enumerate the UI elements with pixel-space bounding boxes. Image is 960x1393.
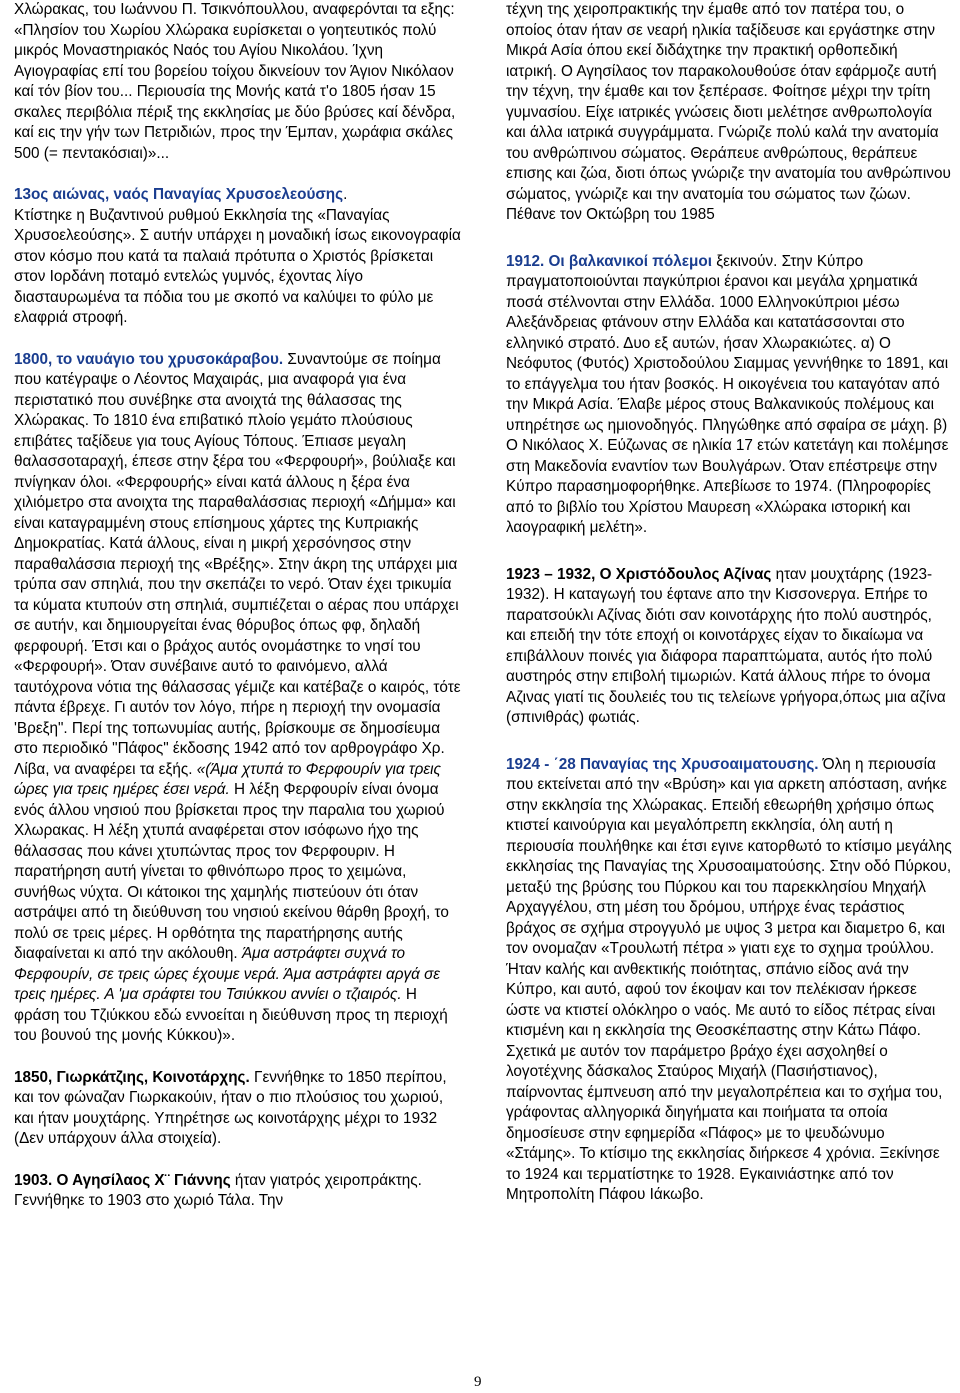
page-number: 9 bbox=[474, 1374, 482, 1390]
paragraph-1903-doctor bbox=[14, 1171, 466, 1212]
heading-1800-shipwreck: 1800, το ναυάγιο του χρυσοκάραβου. bbox=[14, 350, 284, 368]
heading-13th-century bbox=[14, 185, 466, 206]
paragraph-balkan-wars bbox=[506, 252, 952, 539]
heading-azinas: 1923 – 1932, Ο Χριστόδουλος Αζίνας bbox=[506, 565, 772, 583]
heading-13th-century-dot: . bbox=[343, 186, 348, 203]
heading-13th-century-text: 13ος αιώνας, ναός Παναγίας Χρυσοελεούσης bbox=[14, 186, 344, 203]
azinas-text: ηταν μουχτάρης (1923- 1932). Η καταγωγή του έφτανε απο την Κισσονεργα. Επήρε το παρατσούκλι Αζίνας διότι σαν κοινοτάρχης ήτο πολύ αυστηρός, και επειδή την τότε εποχή οι κοινοτάρχες είχαν το δικαίωμα να επιβάλλουν ποινές για διάφορα παραπτώματα, αυτός ήτο πολύ αυστηρός στην επιβολή τιμωριών. Κατά άλλους πήρε το όνομα Αζινας γιατί τις δουλειές του τις τελείωνε γρήγορα,όπως μια αζίνα (σπινιθράς) φωτιάς. bbox=[506, 565, 946, 726]
balkan-wars-text: ξεκινούν. Στην Κύπρο πραγματοποιούνται παγκύπριοι έρανοι και μεγάλα χρηματικά ποσά στέλνονται στην Ελλάδα. 1000 Ελληνοκύπριοι μέσω Αλεξάνδρειας φτάνουν στην Ελλάδα και κατατάσσονται στο ελληνικό στρατό. Δυο εξ αυτών, ήσαν Χλωρακιώτες. α) Ο Νεόφυτος (Φυτός) Χριστοδούλου Σιαμμας γεννήθηκε το 1891, και το επάγγελμα του ήταν βοσκός. Η οικογένεια του καταγόταν από την Μικρά Ασία. Έλαβε μέρος στους Βαλκανικούς πολέμους και υπηρέτησε ως ημιονοδηγός. Πληγώθηκε από σφαίρα σε μάχη. β) Ο Νικόλαος Χ. Εύζωνας σε ηλικία 17 ετών κατετάγη και πολέμησε στη Μακεδονία εναντίον των Βουλγάρων. Όταν επέστρεψε στην Κύπρο παρασημοφορήθηκε. Απεβίωσε το 1974. (Πληροφορίες από το βιβλίο του Χρίστου Μαυρεση «Χλώρακα ιστορική και λαογραφική μελέτη». bbox=[506, 252, 949, 536]
paragraph-azinas bbox=[506, 565, 952, 729]
doctor-text: ήταν γιατρός χειροπράκτης. Γεννήθηκε το 1903 στο χωριό Τάλα. Την bbox=[14, 1171, 422, 1209]
paragraph-shipwreck bbox=[14, 350, 466, 1047]
shipwreck-quote-2: Άμα αστράφτει συχνά το Φερφουρίν, σε τρεις ώρες έχουμε νερά. Άμα αστράφτει αργά σε τρεις ημέρες. Α 'μα σράφτει του Τσιύκκου αννίει ο τζιαιρός. bbox=[14, 945, 441, 1003]
paragraph-chiropractor-continued: τέχνη της χειροπρακτικής την έμαθε από τον πατέρα του, ο οποίος όταν ήταν σε νεαρή ηλικία ταξίδευσε και εργάστηκε στην Μικρά Ασία όπου εκεί διδάχτηκε την πρακτική ορθοπεδική ιατρική. Ο Αγησίλαος τον παρακολουθούσε όταν εφάρμοζε αυτή την τέχνη, την έμαθε και τον ξεπέρασε. Φοίτησε μέχρι την τρίτη γυμνασίου. Είχε ιατρικές γνώσεις διοτι μελέτησε ανθρωπολογία και άλλα ιατρικά συγγράμματα. Γνώριζε πολύ καλά την ανατομία του ανθρώπινου σώματος. Θεράπευε ανθρώπους, θεράπευε επισης και ζώα, διοτι όπως γνώριζε την ανατομία του ανθρώπινου σώματος, γνώριζε και την ανατομία του σώματος των ζώων. Πέθανε τον Οκτώβρη του 1985 bbox=[506, 1, 951, 223]
community-leader-text: Γεννήθηκε το 1850 περίπου, και τον φώναζαν Γιωρκακούιν, ήταν ο πιο πλούσιος του χωριού, και ήταν μουχτάρης. Υπηρέτησε ως κοινοτάρχης μέχρι το 1932 (Δεν υπάρχουν άλλα στοιχεία). bbox=[14, 1068, 447, 1147]
paragraph-chlorakas-monastery: Χλώρακας, του Ιωάννου Π. Τσικνόπουλλου, αναφερόνται τα εξης: «Πλησίον του Χωρίου Χλώρακα ευρίσκεται ο γοητευτικός πολύ μικρός Μοναστηριακός Ναός του Αγίου Νικολάου. Ίχνη Αγιογραφίας επί του βορείου τοίχου δικνείουν τον Άγιον Νικόλαον καί τόν βίον του... Περιουσία της Μονής κατά τ'ο 1805 ήσαν 15 σκαλες περιβόλια πέριξ της εκκλησίας με δύο βρύσες καί δένδρα, καί εις την γήν των Πετριδιών, προς την Έμπαν, χωράφια σκάλες 500 (= πεντακόσιαι)»... bbox=[14, 1, 456, 162]
paragraph-1850-community-leader bbox=[14, 1068, 466, 1150]
shipwreck-text-b: Η λέξη Φερφουρίν είναι όνομα ενός άλλου νησιού που βρίσκεται προς την παραλια του χωριού Χλωρακας. Η λέξη χτυπά αναφέρεται στον ισόφωνο ήχο της θάλασσας που κάνει χτυπώντας προς τον Φερφουριν. Η παρατήρηση αυτή γίνεται το φθινόπωρο προς το χειμώνα, συνήθως νύχτα. Οι κάτοικοι της χαμηλής πιστεύουν ότι όταν αστράψει από τη διεύθυνση του νησιού εκείνου θάρθη βροχή, το πολύ σε τρεις μέρες. Η ορθότητα της παρατήρησης αυτής διαφαίνεται κι από την ακόλουθη. bbox=[14, 781, 449, 962]
chrysoaimatousa-text: Όλη η περιουσία που εκτείνεται από την «Βρύση» και για αρκετη απόσταση, ανήκε στην εκκλησία της Χλώρακας. Επειδή εθεωρήθη χρήσιμο όπως κτιστεί καινούργια και μεγαλόπρεπη εκκλησία, όλη αυτή η περιουσία πουλήθηκε και έτσι εγινε κατορθωτό το κτίσιμο μεγάλης εκκλησίας της Παναγίας της Χρυσοαιματούσης. Στην οδό Πύρκου, μεταξύ της βρύσης του Πύρκου και του παρεκκλησίου Μηχαήλ Αρχαγγέλου, στη μέση του δρόμου, υπήρχε ένας τεράστιος βράχος σε σχήμα στρογγυλό με υψος 3 μετρα και διαμετρο 6, και τον ονομαζαν «Τρουλωτή πέτρα » γιατι εχε το σχημα τρούλλου. Ήταν καλής και ανθεκτικής ποιότητας, σπάνιο είδος ανά την Κύπρο, και αυτό, αφού τον έκοψαν και τον πελέκισαν ήρκεσε ώστε να κτιστεί ολόκληρο ο ναός. Με αυτό το είδος πέτρας είναι κτισμένη και η εκκλησία της Θεοσκέπαστης στην Κάτω Πάφο. Σχετικά με αυτόν τον παράμετρο βράχο έχει ασχοληθεί ο λογοτέχνης δάσκαλος Σταύρος Μιχαήλ (Πασιήστιανος), παίρνοντας έμπνευση από την μεγαλοπρέπεια και το σχήμα του, γράφοντας αλληγορικά διηγήματα και ποιήματα τα οποία δημοσίευσε στην εφημερίδα «Πάφος» με το ψευδώνυμο «Στάμης». Το κτίσιμο της εκκλησίας διήρκεσε 4 χρόνια. Ξεκίνησε το 1924 και τερματίστηκε το 1928. Εγκαινιάστηκε από τον Μητροπολίτη Πάφου Ιάκωβο. bbox=[506, 755, 952, 1203]
heading-balkan-wars: Οι βαλκανικοί πόλεμοι bbox=[548, 252, 713, 270]
paragraph-chrysoeleousa: Κτίστηκε η Βυζαντινού ρυθμού Εκκλησία της «Παναγίας Χρυσοελεούσης». Σ αυτήν υπάρχει η μοναδική ίσως εικονογραφία στον κόσμο που κατά τα παλαιά πρότυπα ο Χριστός βρίσκεται στον Ιορδάνη ποταμό εντελώς γυμνός, έχοντας λίγο διασταυρωμένα τα πόδια του με σκοπό να καλύψει το φύλο με ελαφριά στροφή. bbox=[14, 206, 461, 326]
heading-1903-doctor: 1903. Ο Αγησίλαος Χ¨ Γιάννης bbox=[14, 1171, 231, 1189]
heading-1850-community-leader: 1850, Γιωρκάτζιης, Κοινοτάρχης. bbox=[14, 1068, 250, 1086]
heading-chrysoaimatousa: 1924 - ΄28 Παναγίας της Χρυσοαιματουσης. bbox=[506, 755, 819, 773]
heading-1912: 1912. bbox=[506, 252, 545, 270]
left-column bbox=[14, 0, 466, 1212]
shipwreck-quote-1: «(Άμα χτυπά το Φερφουρίν για τρεις ώρες για τρεις ημέρες έσει νερά. bbox=[14, 760, 441, 798]
shipwreck-text-a: Συναντούμε σε ποίημα που κατέγραψε ο Λέοντος Μαχαιράς, μια αναφορά για ένα περιστατικό που συνέβηκε στα ανοιχτά της θάλασσας της Χλώρακας. Το 1810 ένα επιβατικό πλοίο γεμάτο πλούσιους επιβάτες ταξίδευε για τους Αγίους Τόπους. Έπιασε μεγαλη θαλασσοταραχή, έπεσε στην ξέρα του «Φερφουρή», βούλιαξε και πνίγηκαν όλοι. «Φερφουρής» είναι κατά άλλους η ξέρα ένα χιλιόμετρο στα ανοιχτα της παραθαλάσσιας περιοχή «Δήμμα» και είναι καταγραμμένη στους επίσημους χάρτες της Κυπριακής Δημοκρατίας. Κατά άλλους, είναι η μικρή χερσόνησος στην παραθαλάσσια περιοχή της «Βρέξης». Στην άκρη της υπάρχει μια τρύπα σαν σπηλιά, που την σκεπάζει το νερό. Όταν έχει τρικυμία τα κύματα κτυπούν στη σπηλιά, συμπιέζεται ο αέρας που υπάρχει σε αυτήν, και δημιουργείται ένας θόρυβος όπως φφ, δηλαδή φερφουρή. Έτσι και ο βράχος αυτός ονομάστηκε το νησί του «Φερφουρή». Όταν συνέβαινε αυτό το φαινόμενο, αλλά ταυτόχρονα νότια της θάλασσας γέμιζε και κατέβαζε ο καιρός, τότε πάντα έβρεχε. Γι αυτόν τον λόγο, πήρε η περιοχή την ονομασία 'Βρεξη". Περί της τοπωνυμίας αυτής, βρίσκουμε σε δημοσίευμα στο περιοδικό "Πάφος" έκδοσης 1942 από τον αρθρογράφο Χρ. Λίβα, να αναφέρει τα εξής. bbox=[14, 350, 461, 778]
right-column bbox=[506, 0, 952, 1206]
shipwreck-text-c: Η φράση του Τζιύκκου εδώ εννοείται η διεύθυνση προς τη περιοχή του βουνού της μονής Κύκκου)». bbox=[14, 986, 448, 1044]
paragraph-chrysoaimatousa bbox=[506, 755, 952, 1206]
